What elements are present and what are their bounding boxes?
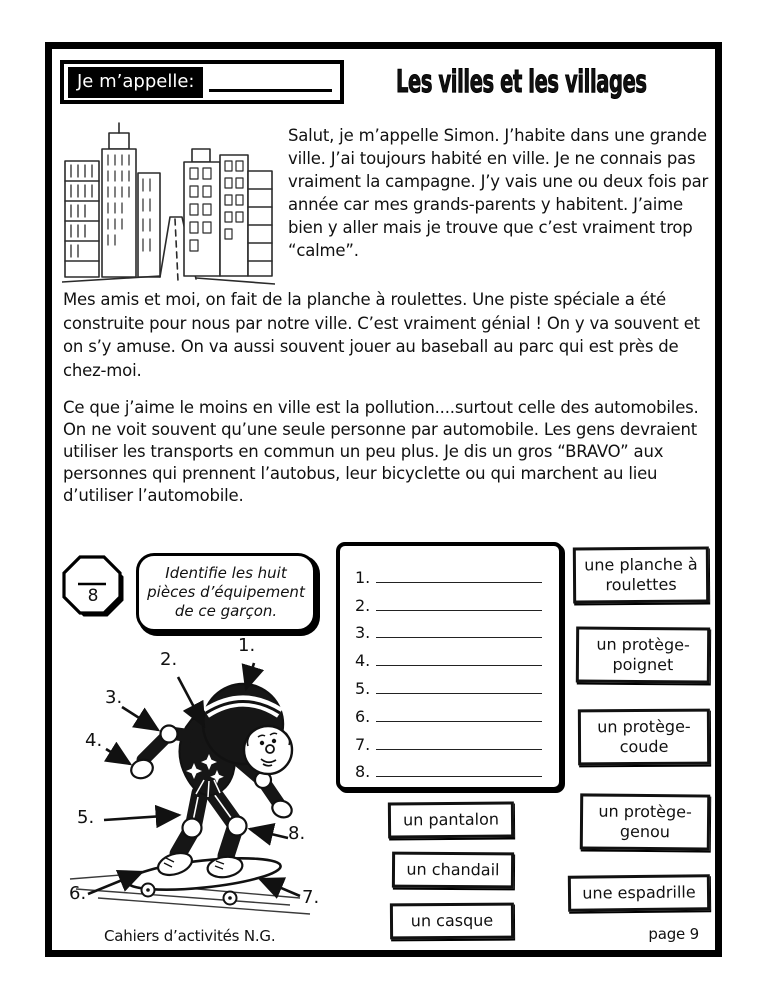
page-title: Les villes et les villages bbox=[396, 63, 647, 100]
answer-row bbox=[355, 670, 548, 698]
answer-number: 3. bbox=[355, 623, 371, 643]
answer-blank-line[interactable] bbox=[376, 720, 542, 722]
instruction-bubble bbox=[136, 553, 316, 632]
intro-paragraph: Salut, je m’appelle Simon. J’habite dans une grande ville. J’ai toujours habité en ville. Je ne connais pas vraiment la campagne. J’y vais une ou deux fois par année car mes grands-parents y habitent. J’aime bien y aller mais je trouve que c’est vraiment trop “calme”. bbox=[288, 126, 709, 260]
answer-row bbox=[355, 615, 548, 643]
answer-number: 5. bbox=[355, 678, 371, 698]
answer-number: 1. bbox=[355, 567, 371, 587]
figure-label-6: 6. bbox=[69, 883, 87, 904]
answer-box bbox=[336, 542, 563, 791]
figure-label-7: 7. bbox=[302, 887, 320, 908]
footer-book-title: Cahiers d’activités N.G. bbox=[104, 927, 276, 945]
word-bank-item-chandail: un chandail bbox=[392, 852, 514, 889]
word-bank-item-casque: un casque bbox=[390, 903, 514, 940]
pollution-paragraph: Ce que j’aime le moins en ville est la pollution....surtout celle des automobiles. On ne voit souvent qu’une seule personne par automobile. Les gens devraient utiliser les transports en commun un peu plus. Je dis un gros “BRAVO” aux personnes qui prennent l’autobus, leur bicyclette ou qui marchent au lieu d’utiliser l’automobile. bbox=[63, 398, 699, 505]
answer-blank-line[interactable] bbox=[376, 692, 542, 694]
word-bank-item-planche: une planche à roulettes bbox=[573, 547, 709, 604]
answer-number: 2. bbox=[355, 595, 371, 615]
name-label: Je m’appelle: bbox=[68, 67, 203, 98]
answer-row bbox=[355, 587, 548, 615]
word-bank-item-protege-poignet: un protège-poignet bbox=[576, 627, 710, 684]
answer-row bbox=[355, 754, 548, 782]
figure-label-4: 4. bbox=[85, 730, 103, 751]
figure-label-1: 1. bbox=[238, 635, 256, 656]
skateboarder-figure bbox=[58, 627, 334, 923]
left-buildings bbox=[65, 123, 160, 277]
figure-label-2: 2. bbox=[160, 649, 178, 670]
answer-row bbox=[355, 726, 548, 754]
instruction-text: Identifie les huit pièces d’équipement de ce garçon. bbox=[147, 564, 305, 620]
score-octagon bbox=[60, 553, 126, 619]
answer-blank-line[interactable] bbox=[376, 636, 542, 638]
word-bank-item-espadrille: une espadrille bbox=[568, 874, 710, 911]
answer-blank-line[interactable] bbox=[376, 609, 542, 611]
answer-row bbox=[355, 559, 548, 587]
right-buildings bbox=[184, 149, 272, 276]
answer-number: 7. bbox=[355, 734, 371, 754]
figure-label-8: 8. bbox=[288, 823, 306, 844]
footer-page-number: page 9 bbox=[648, 925, 699, 943]
knee-pad-front bbox=[228, 817, 247, 836]
figure-label-5: 5. bbox=[77, 807, 95, 828]
worksheet-page-frame bbox=[45, 42, 722, 957]
word-bank-item-protege-genou: un protège-genou bbox=[580, 793, 710, 850]
name-box bbox=[60, 60, 344, 104]
answer-blank-line[interactable] bbox=[376, 775, 542, 777]
skateboard bbox=[126, 853, 282, 905]
answer-number: 4. bbox=[355, 651, 371, 671]
answer-blank-line[interactable] bbox=[376, 664, 542, 666]
name-blank-line[interactable] bbox=[209, 72, 332, 92]
answer-blank-line[interactable] bbox=[376, 748, 542, 750]
elbow-pad bbox=[161, 726, 178, 743]
skateboarder-drawing bbox=[58, 627, 334, 923]
skateboard-paragraph: Mes amis et moi, on fait de la planche à roulettes. Une piste spéciale a été construite pour nous par notre ville. C’est vraiment génial ! On y va souvent et on s’y amuse. On va aussi souvent jouer au baseball au parc qui est près de chez-moi. bbox=[63, 290, 700, 380]
word-bank-item-pantalon: un pantalon bbox=[388, 801, 514, 838]
city-street-illustration bbox=[62, 121, 275, 285]
answer-number: 6. bbox=[355, 706, 371, 726]
answer-number: 8. bbox=[355, 762, 371, 782]
word-bank-item-protege-coude: un protège-coude bbox=[578, 709, 710, 766]
answer-blank-line[interactable] bbox=[376, 581, 542, 583]
figure-label-3: 3. bbox=[105, 687, 123, 708]
knee-pad-back bbox=[183, 819, 202, 838]
answer-row bbox=[355, 698, 548, 726]
answer-row bbox=[355, 642, 548, 670]
score-total: 8 bbox=[87, 586, 99, 606]
